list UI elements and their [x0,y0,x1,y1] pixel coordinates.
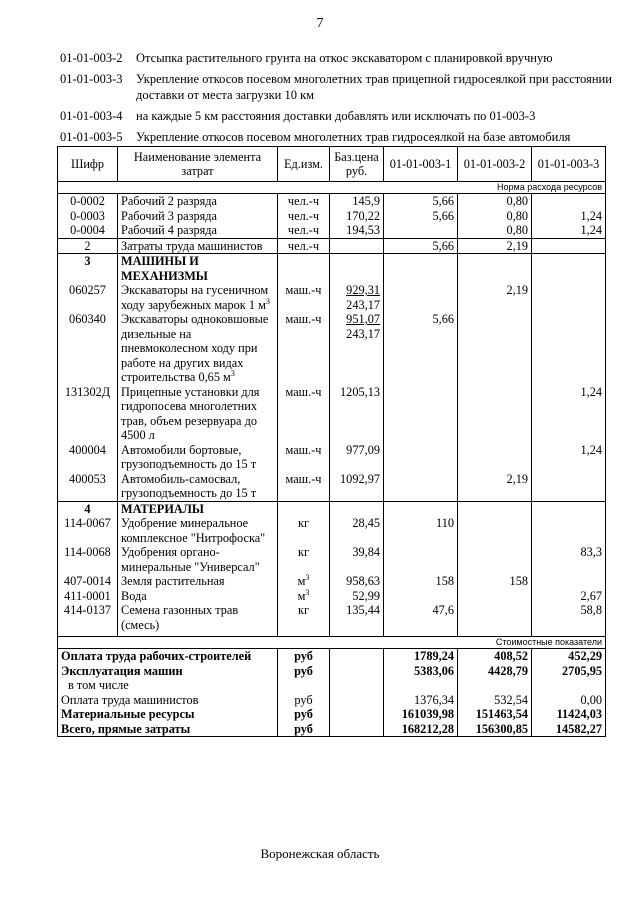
row-price [330,238,384,254]
row-price [330,283,384,312]
row-value-1-text: 47,6 [432,603,454,617]
row-value-1-text: 5,66 [432,312,454,326]
row-value-3-text: 1,24 [580,208,602,223]
summary-row [58,649,606,664]
row-unit [278,209,330,224]
intro-text: Отсыпка растительного грунта на откос экскаватором с планировкой вручную [136,51,553,65]
row-price [330,603,384,632]
resource-table [57,146,606,737]
row-code [58,574,118,589]
row-value-3 [532,472,606,502]
table-header-row [58,147,606,182]
row-name-text: Рабочий 4 разряда [121,223,218,237]
price-underlined [346,283,380,297]
price-value: 1092,97 [340,471,380,486]
intro-text: Укрепление откосов посевом многолетних трав прицепной гидросеялкой при расстоянии доставки от места загрузки 10 км [136,72,612,102]
row-value-1-text: 5,66 [432,194,454,208]
row-unit-text: м [297,574,306,588]
row-price [330,443,384,472]
summary-row [58,693,606,708]
row-code [58,209,118,224]
summary-value-2 [458,678,532,693]
row-value-3 [532,209,606,224]
row-value-1 [384,443,458,472]
price-value: 28,45 [352,516,380,530]
price-secondary: 243,17 [346,297,380,312]
price-value: 52,99 [352,588,380,603]
summary-row [58,707,606,722]
row-unit-text: маш.-ч [285,312,322,326]
summary-row [58,722,606,737]
row-name [118,589,278,604]
summary-label: в том числе [58,678,278,693]
summary-value-1: 161039,98 [384,707,458,722]
row-unit-text: маш.-ч [285,442,322,457]
table-row [58,385,606,443]
row-value-1-text: 158 [435,574,454,588]
row-value-3 [532,574,606,589]
row-code [58,254,118,284]
row-code [58,223,118,238]
table-row [58,589,606,604]
summary-unit: руб [278,707,330,722]
header-code: Шифр [58,147,118,182]
superscript-cube: 3 [305,572,310,582]
row-code-text: 4 [84,501,91,516]
price-value: 170,22 [346,208,380,223]
row-value-3 [532,545,606,574]
price-value: 39,84 [352,545,380,559]
row-name-text: МАШИНЫ И МЕХАНИЗМЫ [121,254,208,283]
row-value-3-text: 1,24 [580,384,602,399]
norm-subheader [58,182,606,194]
intro-code: 01-01-003-2 [60,51,123,65]
row-code [58,603,118,632]
row-name [118,194,278,209]
row-unit [278,283,330,312]
table-row [58,194,606,209]
row-value-2 [458,312,532,385]
row-unit [278,589,330,604]
row-value-3 [532,385,606,443]
row-value-1 [384,312,458,385]
intro-text: на каждые 5 км расстояния доставки добавлять или исключать по 01-003-3 [136,109,536,123]
row-value-2-text: 2,19 [506,471,528,486]
table-row [58,223,606,238]
summary-label: Эксплуатация машин [58,664,278,679]
row-name [118,254,278,284]
row-value-3 [532,283,606,312]
cost-subheader [58,637,606,649]
row-unit-text: чел.-ч [287,208,320,223]
summary-blank [330,722,384,737]
row-price [330,501,384,516]
row-value-3 [532,312,606,385]
intro-code: 01-01-003-5 [60,130,123,144]
row-unit-text: чел.-ч [287,223,320,237]
row-value-1 [384,574,458,589]
price-value: 951,07 [346,312,380,326]
row-name [118,238,278,254]
summary-unit: руб [278,693,330,708]
summary-label: Материальные ресурсы [58,707,278,722]
row-value-1 [384,603,458,632]
row-unit [278,385,330,443]
row-name [118,223,278,238]
table-row [58,312,606,385]
row-name-text: Земля растительная [121,574,225,588]
row-value-1 [384,472,458,502]
summary-value-3: 14582,27 [532,722,606,737]
row-unit [278,254,330,284]
intro-text: Укрепление откосов посевом многолетних трав гидросеялкой на базе автомобиля [136,130,571,144]
row-value-2-text: 2,19 [506,238,528,253]
summary-blank [330,664,384,679]
table-row [58,238,606,254]
row-value-2 [458,603,532,632]
row-unit-text: чел.-ч [287,238,320,253]
row-value-3 [532,603,606,632]
row-name [118,574,278,589]
table-row [58,545,606,574]
footer-region: Воронежская область [260,846,380,861]
row-code [58,501,118,516]
row-unit [278,238,330,254]
row-name-text: Прицепные установки для гидропосева многолетних трав, объем резервуара до 4500 л [121,384,260,442]
row-code [58,443,118,472]
price-value: 977,09 [346,442,380,457]
summary-value-1: 168212,28 [384,722,458,737]
header-col3: 01-01-003-3 [532,147,606,182]
row-code [58,238,118,254]
row-value-2 [458,223,532,238]
price-value: 958,63 [346,574,380,588]
row-code-text: 400053 [69,471,106,486]
intro-code: 01-01-003-4 [60,109,123,123]
row-code [58,516,118,545]
summary-value-2: 4428,79 [458,664,532,679]
table-row [58,443,606,472]
intro-item [60,108,620,124]
row-value-2 [458,589,532,604]
row-value-2 [458,209,532,224]
intro-item [60,129,620,145]
row-value-1 [384,589,458,604]
summary-value-3 [532,678,606,693]
summary-label: Оплата труда рабочих-строителей [58,649,278,664]
page-number: 7 [316,16,324,31]
row-unit-text: маш.-ч [285,384,322,399]
row-unit-text: маш.-ч [285,471,322,486]
row-value-3-text: 1,24 [580,223,602,237]
row-value-3 [532,501,606,516]
row-unit-text: маш.-ч [285,283,322,297]
summary-value-2: 156300,85 [458,722,532,737]
row-value-2-text: 0,80 [506,223,528,237]
row-value-1-text: 5,66 [432,208,454,223]
row-code-text: 0-0002 [70,194,105,208]
row-value-1 [384,283,458,312]
row-name-text: Семена газонных трав (смесь) [121,603,239,632]
row-value-2 [458,194,532,209]
row-name [118,472,278,502]
row-value-2 [458,238,532,254]
intro-item [60,71,620,103]
row-value-1-text: 5,66 [432,238,454,253]
table-row [58,254,606,284]
row-value-3 [532,443,606,472]
row-value-2-text: 0,80 [506,208,528,223]
row-name-text: Рабочий 3 разряда [121,208,218,223]
cost-label: Стоимостные показатели [58,637,606,649]
row-value-1 [384,385,458,443]
summary-blank [330,649,384,664]
row-price [330,385,384,443]
row-value-1 [384,194,458,209]
row-value-2 [458,443,532,472]
summary-unit: руб [278,722,330,737]
row-value-2 [458,516,532,545]
intro-list [60,50,620,150]
row-name-text: Экскаваторы на гусеничном ходу зарубежных марок 1 м [121,283,269,312]
summary-unit [278,678,330,693]
row-price [330,545,384,574]
row-code-text: 407-0014 [63,574,112,588]
row-unit [278,472,330,502]
row-code-text: 2 [84,238,91,253]
row-value-3 [532,238,606,254]
row-code-text: 400004 [69,442,106,457]
summary-value-3: 11424,03 [532,707,606,722]
header-price: Баз.цена руб. [330,147,384,182]
row-value-2 [458,283,532,312]
price-value: 929,31 [346,283,380,297]
table-row [58,574,606,589]
row-price [330,209,384,224]
row-name [118,209,278,224]
row-value-2 [458,472,532,502]
summary-value-2: 408,52 [458,649,532,664]
row-price [330,254,384,284]
row-value-2 [458,385,532,443]
intro-code: 01-01-003-3 [60,72,123,86]
row-unit [278,501,330,516]
row-code-text: 0-0003 [70,208,105,223]
row-value-1 [384,545,458,574]
table-row [58,516,606,545]
row-price [330,472,384,502]
row-unit [278,312,330,385]
row-value-2 [458,501,532,516]
row-name [118,516,278,545]
summary-value-1: 1789,24 [384,649,458,664]
row-unit-text: кг [297,516,310,530]
row-name [118,385,278,443]
price-secondary: 243,17 [346,326,380,341]
summary-unit: руб [278,664,330,679]
row-value-3 [532,194,606,209]
superscript-cube: 3 [305,587,310,597]
row-value-2-text: 2,19 [506,283,528,297]
row-code [58,283,118,312]
row-value-3 [532,254,606,284]
table-row [58,603,606,632]
row-unit [278,194,330,209]
row-value-3 [532,223,606,238]
row-value-1 [384,254,458,284]
row-code-text: 3 [84,254,91,268]
row-value-1 [384,501,458,516]
summary-row [58,678,606,693]
row-value-3 [532,589,606,604]
row-value-2 [458,574,532,589]
row-unit [278,516,330,545]
row-price [330,223,384,238]
row-name-text: Удобрения органо-минеральные "Универсал" [121,545,260,574]
row-unit [278,545,330,574]
price-underlined [346,312,380,326]
row-code [58,312,118,385]
summary-unit: руб [278,649,330,664]
row-price [330,516,384,545]
summary-value-1: 1376,34 [384,693,458,708]
row-value-1 [384,238,458,254]
row-code-text: 114-0068 [64,545,111,559]
row-name-text: Автомобили бортовые, грузоподъемность до 15 т [121,442,257,471]
summary-blank [330,707,384,722]
summary-value-3: 452,29 [532,649,606,664]
row-value-1 [384,223,458,238]
row-value-3 [532,516,606,545]
row-code [58,545,118,574]
row-unit [278,603,330,632]
row-code [58,472,118,502]
row-code [58,589,118,604]
summary-value-3: 2705,95 [532,664,606,679]
row-value-3-text: 2,67 [580,588,602,603]
row-value-3-text: 58,8 [580,603,602,617]
row-value-2 [458,545,532,574]
row-value-1 [384,209,458,224]
row-code-text: 0-0004 [70,223,105,237]
row-code-text: 414-0137 [63,603,112,617]
row-unit [278,574,330,589]
row-name [118,545,278,574]
row-value-3-text: 1,24 [580,442,602,457]
summary-row [58,664,606,679]
row-code-text: 060257 [69,283,106,297]
row-name-text: Удобрение минеральное комплексное "Нитрофоска" [121,516,266,545]
row-name [118,312,278,385]
table-row [58,472,606,502]
row-value-1 [384,516,458,545]
row-value-2 [458,254,532,284]
summary-label: Всего, прямые затраты [58,722,278,737]
table-row [58,209,606,224]
header-unit: Ед.изм. [278,147,330,182]
header-col2: 01-01-003-2 [458,147,532,182]
row-price [330,574,384,589]
row-code-text: 131302Д [64,384,111,399]
summary-value-1: 5383,06 [384,664,458,679]
row-name [118,603,278,632]
price-value: 194,53 [346,223,380,237]
row-value-3-text: 83,3 [580,545,602,559]
row-name-text: МАТЕРИАЛЫ [121,501,205,516]
row-value-1-text: 110 [436,516,454,530]
row-unit-text: кг [297,545,310,559]
row-name-text: Вода [121,588,147,603]
superscript-cube: 3 [230,368,235,378]
row-name [118,501,278,516]
norm-label: Норма расхода ресурсов [58,182,606,194]
summary-value-2: 151463,54 [458,707,532,722]
summary-value-2: 532,54 [458,693,532,708]
row-name-text: Рабочий 2 разряда [121,194,218,208]
summary-value-3: 0,00 [532,693,606,708]
summary-blank [330,693,384,708]
row-unit-text: кг [297,603,310,617]
header-name: Наименование элемента затрат [118,147,278,182]
row-name-text: Экскаваторы одноковшовые дизельные на пневмоколесном ходу при работе на других видах строительства 0,65 м [121,312,269,384]
price-value: 1205,13 [340,384,380,399]
row-value-2-text: 158 [509,574,528,588]
row-name-text: Затраты труда машинистов [121,238,263,253]
row-unit-text: чел.-ч [287,194,320,208]
row-name [118,283,278,312]
row-code-text: 114-0067 [64,516,111,530]
row-code-text: 060340 [69,312,106,326]
row-value-2-text: 0,80 [506,194,528,208]
row-code [58,194,118,209]
summary-label: Оплата труда машинистов [58,693,278,708]
price-value: 135,44 [346,603,380,617]
summary-value-1 [384,678,458,693]
row-price [330,589,384,604]
price-value: 145,9 [352,194,380,208]
superscript-cube: 3 [265,296,270,306]
row-unit [278,223,330,238]
intro-item [60,50,620,66]
row-unit-text: м [297,588,306,603]
row-price [330,194,384,209]
row-code [58,385,118,443]
table-row [58,501,606,516]
header-col1: 01-01-003-1 [384,147,458,182]
row-price [330,312,384,385]
summary-blank [330,678,384,693]
table-row [58,283,606,312]
row-code-text: 411-0001 [64,588,111,603]
row-unit [278,443,330,472]
row-name-text: Автомобиль-самосвал, грузоподъемность до 15 т [121,471,257,500]
row-name [118,443,278,472]
